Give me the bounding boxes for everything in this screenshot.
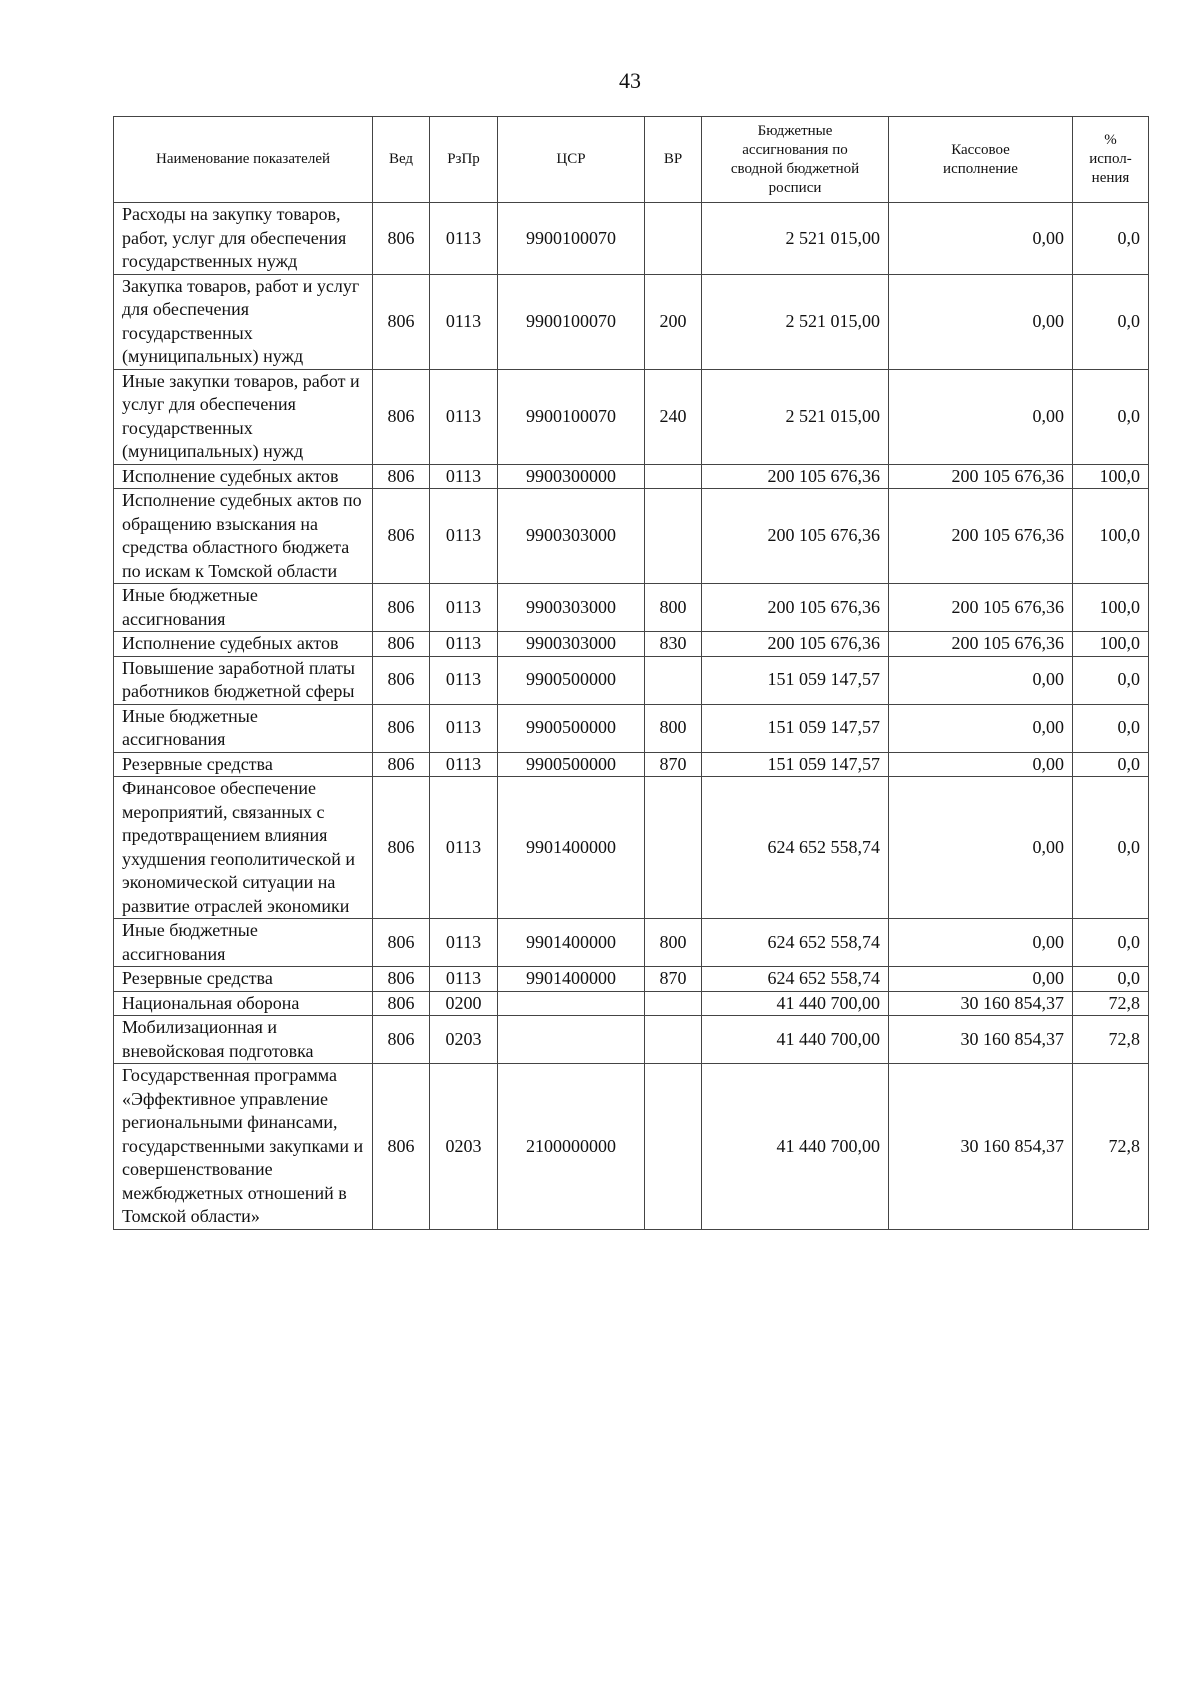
cell-ved: 806 <box>373 632 430 657</box>
col-header-ved: Вед <box>373 117 430 203</box>
cell-cash: 200 105 676,36 <box>889 632 1073 657</box>
cell-percent: 72,8 <box>1073 1064 1149 1230</box>
cell-rzpr: 0203 <box>430 1016 498 1064</box>
budget-execution-table <box>113 116 1149 1230</box>
cell-ved: 806 <box>373 489 430 584</box>
cell-ved: 806 <box>373 274 430 369</box>
cell-rzpr: 0113 <box>430 274 498 369</box>
cell-percent: 0,0 <box>1073 752 1149 777</box>
table-row <box>114 991 1149 1016</box>
cell-vr: 240 <box>645 369 702 464</box>
table-row <box>114 656 1149 704</box>
table-row <box>114 919 1149 967</box>
cell-percent: 0,0 <box>1073 369 1149 464</box>
cell-csr: 9900303000 <box>498 632 645 657</box>
cell-name: Повышение заработной платы работников бюджетной сферы <box>114 656 373 704</box>
cell-percent: 0,0 <box>1073 203 1149 275</box>
cell-ved: 806 <box>373 1064 430 1230</box>
cell-vr <box>645 489 702 584</box>
cell-cash: 30 160 854,37 <box>889 991 1073 1016</box>
table-row <box>114 584 1149 632</box>
cell-cash: 0,00 <box>889 656 1073 704</box>
cell-ved: 806 <box>373 584 430 632</box>
cell-vr: 800 <box>645 584 702 632</box>
col-header-csr: ЦСР <box>498 117 645 203</box>
cell-percent: 100,0 <box>1073 632 1149 657</box>
cell-csr: 9900500000 <box>498 704 645 752</box>
cell-ved: 806 <box>373 919 430 967</box>
cell-budget: 200 105 676,36 <box>702 632 889 657</box>
cell-csr: 9900500000 <box>498 656 645 704</box>
cell-name: Расходы на закупку товаров, работ, услуг для обеспечения государственных нужд <box>114 203 373 275</box>
cell-percent: 0,0 <box>1073 919 1149 967</box>
cell-csr: 9900303000 <box>498 584 645 632</box>
cell-rzpr: 0113 <box>430 584 498 632</box>
cell-budget: 151 059 147,57 <box>702 704 889 752</box>
table-row <box>114 464 1149 489</box>
cell-vr <box>645 1016 702 1064</box>
page-number: 43 <box>619 68 641 93</box>
cell-name: Резервные средства <box>114 752 373 777</box>
cell-cash: 200 105 676,36 <box>889 464 1073 489</box>
cell-cash: 0,00 <box>889 967 1073 992</box>
table-row <box>114 274 1149 369</box>
cell-vr: 800 <box>645 704 702 752</box>
cell-percent: 0,0 <box>1073 274 1149 369</box>
cell-vr: 870 <box>645 752 702 777</box>
cell-rzpr: 0113 <box>430 632 498 657</box>
cell-budget: 200 105 676,36 <box>702 584 889 632</box>
cell-name: Государственная программа «Эффективное управление региональными финансами, государственными закупками и совершенствование межбюджетных отношений в Томской области» <box>114 1064 373 1230</box>
cell-vr <box>645 203 702 275</box>
cell-name: Исполнение судебных актов по обращению взыскания на средства областного бюджета по искам к Томской области <box>114 489 373 584</box>
cell-cash: 0,00 <box>889 274 1073 369</box>
cell-rzpr: 0113 <box>430 777 498 919</box>
cell-name: Закупка товаров, работ и услуг для обеспечения государственных (муниципальных) нужд <box>114 274 373 369</box>
cell-name: Национальная оборона <box>114 991 373 1016</box>
cell-ved: 806 <box>373 704 430 752</box>
cell-budget: 200 105 676,36 <box>702 489 889 584</box>
cell-ved: 806 <box>373 752 430 777</box>
cell-vr: 830 <box>645 632 702 657</box>
header-row <box>114 117 1149 203</box>
cell-name: Резервные средства <box>114 967 373 992</box>
cell-csr: 9900100070 <box>498 274 645 369</box>
cell-cash: 0,00 <box>889 919 1073 967</box>
cell-csr: 9901400000 <box>498 967 645 992</box>
cell-percent: 0,0 <box>1073 777 1149 919</box>
cell-vr <box>645 777 702 919</box>
cell-percent: 0,0 <box>1073 704 1149 752</box>
cell-csr: 9900300000 <box>498 464 645 489</box>
cell-csr: 9901400000 <box>498 777 645 919</box>
cell-cash: 200 105 676,36 <box>889 584 1073 632</box>
cell-percent: 100,0 <box>1073 584 1149 632</box>
cell-budget: 200 105 676,36 <box>702 464 889 489</box>
col-header-cash: Кассовое исполнение <box>889 117 1073 203</box>
cell-rzpr: 0203 <box>430 1064 498 1230</box>
cell-vr <box>645 991 702 1016</box>
col-header-name: Наименование показателей <box>114 117 373 203</box>
cell-budget: 41 440 700,00 <box>702 1064 889 1230</box>
cell-vr: 800 <box>645 919 702 967</box>
cell-budget: 624 652 558,74 <box>702 967 889 992</box>
table-row <box>114 1064 1149 1230</box>
cell-name: Иные закупки товаров, работ и услуг для обеспечения государственных (муниципальных) нужд <box>114 369 373 464</box>
cell-ved: 806 <box>373 1016 430 1064</box>
cell-budget: 41 440 700,00 <box>702 991 889 1016</box>
cell-percent: 100,0 <box>1073 464 1149 489</box>
cell-vr: 200 <box>645 274 702 369</box>
cell-percent: 72,8 <box>1073 1016 1149 1064</box>
table-row <box>114 203 1149 275</box>
cell-csr: 9900500000 <box>498 752 645 777</box>
cell-budget: 41 440 700,00 <box>702 1016 889 1064</box>
table-row <box>114 967 1149 992</box>
col-header-budget: Бюджетные ассигнования по сводной бюджетной росписи <box>702 117 889 203</box>
col-header-vr: ВР <box>645 117 702 203</box>
col-header-percent: % испол-нения <box>1073 117 1149 203</box>
cell-cash: 0,00 <box>889 752 1073 777</box>
cell-vr: 870 <box>645 967 702 992</box>
cell-name: Исполнение судебных актов <box>114 464 373 489</box>
cell-ved: 806 <box>373 203 430 275</box>
cell-csr: 9900100070 <box>498 203 645 275</box>
cell-name: Иные бюджетные ассигнования <box>114 584 373 632</box>
cell-rzpr: 0113 <box>430 752 498 777</box>
cell-name: Исполнение судебных актов <box>114 632 373 657</box>
cell-cash: 30 160 854,37 <box>889 1016 1073 1064</box>
cell-name: Мобилизационная и вневойсковая подготовка <box>114 1016 373 1064</box>
table-row <box>114 704 1149 752</box>
table-row <box>114 369 1149 464</box>
table-row <box>114 1016 1149 1064</box>
cell-ved: 806 <box>373 656 430 704</box>
cell-percent: 0,0 <box>1073 656 1149 704</box>
cell-rzpr: 0113 <box>430 464 498 489</box>
cell-name: Иные бюджетные ассигнования <box>114 919 373 967</box>
table-row <box>114 777 1149 919</box>
cell-percent: 100,0 <box>1073 489 1149 584</box>
cell-rzpr: 0200 <box>430 991 498 1016</box>
cell-csr <box>498 1016 645 1064</box>
cell-budget: 151 059 147,57 <box>702 656 889 704</box>
cell-budget: 2 521 015,00 <box>702 203 889 275</box>
table-row <box>114 489 1149 584</box>
cell-ved: 806 <box>373 369 430 464</box>
cell-cash: 0,00 <box>889 704 1073 752</box>
cell-percent: 72,8 <box>1073 991 1149 1016</box>
cell-name: Финансовое обеспечение мероприятий, связанных с предотвращением влияния ухудшения геополитической и экономической ситуации на развитие отраслей экономики <box>114 777 373 919</box>
cell-percent: 0,0 <box>1073 967 1149 992</box>
cell-csr: 9901400000 <box>498 919 645 967</box>
cell-csr: 2100000000 <box>498 1064 645 1230</box>
table-row <box>114 632 1149 657</box>
cell-rzpr: 0113 <box>430 919 498 967</box>
cell-rzpr: 0113 <box>430 704 498 752</box>
cell-budget: 151 059 147,57 <box>702 752 889 777</box>
cell-cash: 30 160 854,37 <box>889 1064 1073 1230</box>
cell-rzpr: 0113 <box>430 203 498 275</box>
cell-name: Иные бюджетные ассигнования <box>114 704 373 752</box>
cell-csr <box>498 991 645 1016</box>
cell-cash: 0,00 <box>889 777 1073 919</box>
cell-ved: 806 <box>373 777 430 919</box>
cell-budget: 2 521 015,00 <box>702 274 889 369</box>
cell-rzpr: 0113 <box>430 369 498 464</box>
cell-budget: 624 652 558,74 <box>702 919 889 967</box>
cell-cash: 0,00 <box>889 369 1073 464</box>
cell-rzpr: 0113 <box>430 967 498 992</box>
cell-vr <box>645 656 702 704</box>
cell-budget: 2 521 015,00 <box>702 369 889 464</box>
cell-csr: 9900303000 <box>498 489 645 584</box>
cell-cash: 200 105 676,36 <box>889 489 1073 584</box>
cell-rzpr: 0113 <box>430 656 498 704</box>
cell-ved: 806 <box>373 464 430 489</box>
cell-vr <box>645 464 702 489</box>
cell-ved: 806 <box>373 967 430 992</box>
cell-ved: 806 <box>373 991 430 1016</box>
cell-rzpr: 0113 <box>430 489 498 584</box>
table-row <box>114 752 1149 777</box>
cell-csr: 9900100070 <box>498 369 645 464</box>
cell-cash: 0,00 <box>889 203 1073 275</box>
col-header-rzpr: РзПр <box>430 117 498 203</box>
cell-vr <box>645 1064 702 1230</box>
cell-budget: 624 652 558,74 <box>702 777 889 919</box>
